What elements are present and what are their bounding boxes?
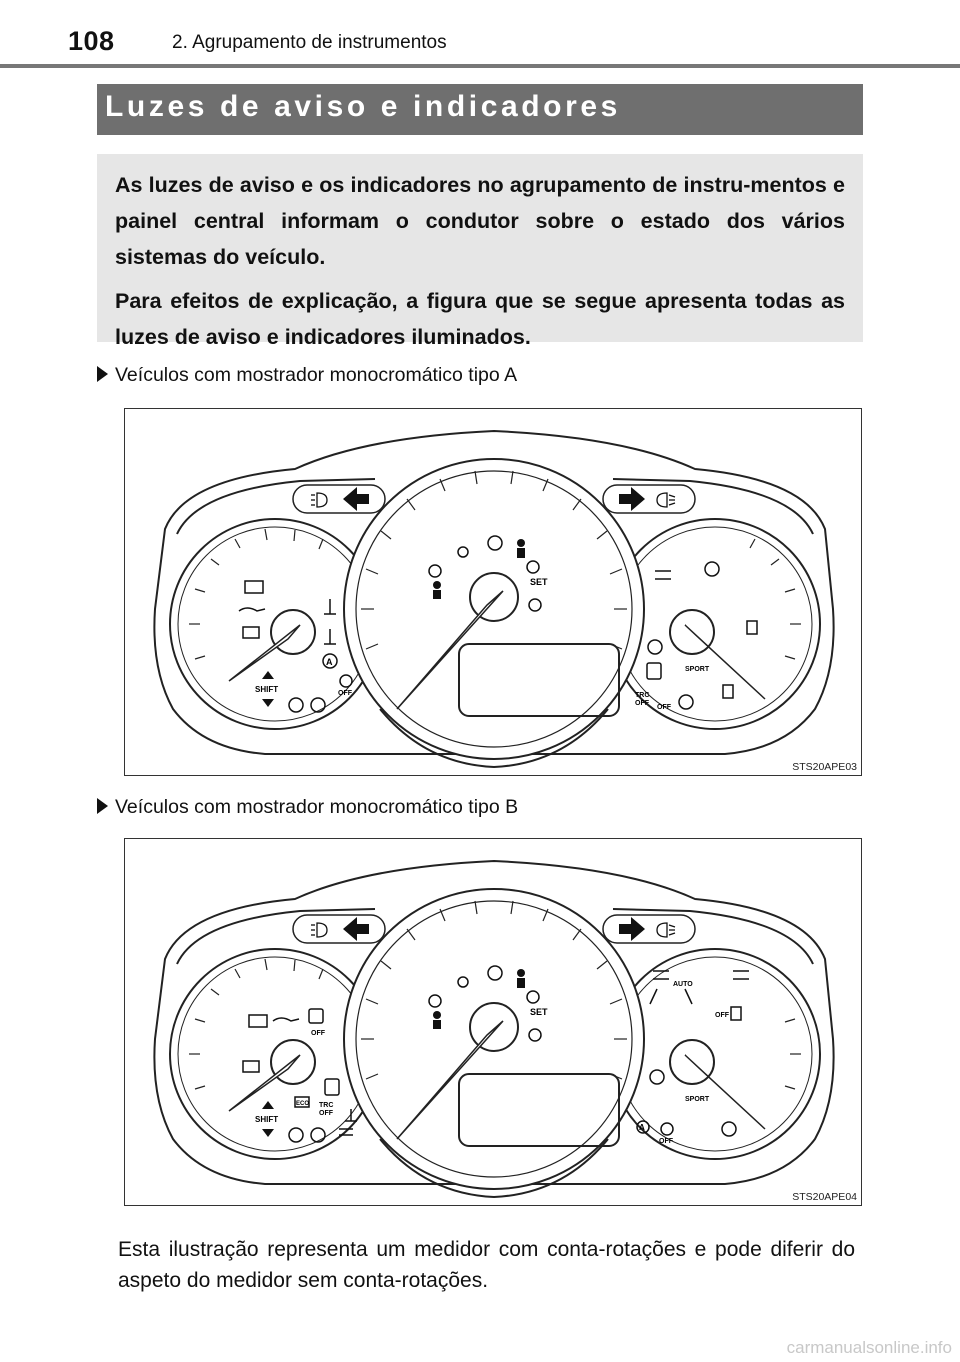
fuel-icon <box>731 1007 741 1020</box>
trc-off-label: OFF <box>319 1110 333 1117</box>
brake-icon <box>705 562 719 576</box>
slip-icon <box>647 663 661 679</box>
abs-icon <box>650 1070 664 1084</box>
figure-caption-a: Veículos com mostrador monocromático tipo A <box>97 364 517 387</box>
cluster-figure-a <box>124 408 862 776</box>
triangle-bullet-icon <box>97 798 108 814</box>
coolant-icon <box>324 599 336 644</box>
section-title: Luzes de aviso e indicadores <box>105 90 621 123</box>
figure-caption-b: Veículos com mostrador monocromático tipo B <box>97 796 518 819</box>
slip-icon <box>309 1009 323 1023</box>
battery-icon <box>243 1061 259 1072</box>
header-divider <box>0 64 960 68</box>
trc-label: TRC <box>635 692 650 699</box>
oil-icon <box>239 608 265 611</box>
chapter-title: 2. Agrupamento de instrumentos <box>172 32 447 53</box>
instrument-cluster-drawing-b <box>125 839 863 1207</box>
cluster-figure-b <box>124 838 862 1206</box>
triangle-bullet-icon <box>97 366 108 382</box>
engine-icon <box>245 581 263 593</box>
oil-icon <box>273 1018 299 1021</box>
intro-paragraph-1: As luzes de aviso e os indicadores no agrupamento de instru-mentos e painel central informam o condutor sobre o estado dos vários sistemas do veículo. <box>115 173 845 269</box>
trc-label: TRC <box>319 1102 334 1109</box>
page-header <box>0 0 960 70</box>
slip-off-label: OFF <box>311 1030 325 1037</box>
auto-stop-label: A <box>326 657 333 667</box>
brake-icon <box>722 1122 736 1136</box>
auto-stop-off-label: OFF <box>659 1138 673 1145</box>
shift-label: SHIFT <box>255 1115 279 1124</box>
eco-label: ECO <box>296 1101 310 1107</box>
slip-off-label: OFF <box>657 704 671 711</box>
engine-icon <box>249 1015 267 1027</box>
shift-label: SHIFT <box>255 685 279 694</box>
sport-label: SPORT <box>685 1096 710 1103</box>
trc-off-label: OFF <box>635 700 649 707</box>
battery-icon <box>243 627 259 638</box>
set-label: SET <box>530 577 548 587</box>
fuel-icon <box>723 685 733 698</box>
figure-code: STS20APE04 <box>792 1191 857 1203</box>
sport-label: SPORT <box>685 666 710 673</box>
set-label: SET <box>530 1007 548 1017</box>
abs-icon <box>648 640 662 654</box>
light-off-label: OFF <box>715 1012 729 1019</box>
airbag-icon <box>433 581 441 589</box>
section-title-bar <box>97 84 863 135</box>
figure-code: STS20APE03 <box>792 761 857 773</box>
auto-stop-off-label: OFF <box>338 690 352 697</box>
auto-label: AUTO <box>673 981 693 988</box>
auto-stop-label: A <box>639 1123 645 1132</box>
page-number: 108 <box>68 26 115 56</box>
note-paragraph: Esta ilustração representa um medidor com conta-rotações e pode diferir do aspeto do medidor sem conta-rotações. <box>118 1238 855 1292</box>
instrument-cluster-drawing-a <box>125 409 863 777</box>
intro-paragraph-2: Para efeitos de explicação, a figura que se segue apresenta todas as luzes de aviso e indicadores iluminados. <box>115 289 845 349</box>
watermark: carmanualsonline.info <box>786 1338 952 1357</box>
intro-box <box>97 154 863 349</box>
fog-light-icon <box>655 571 671 579</box>
